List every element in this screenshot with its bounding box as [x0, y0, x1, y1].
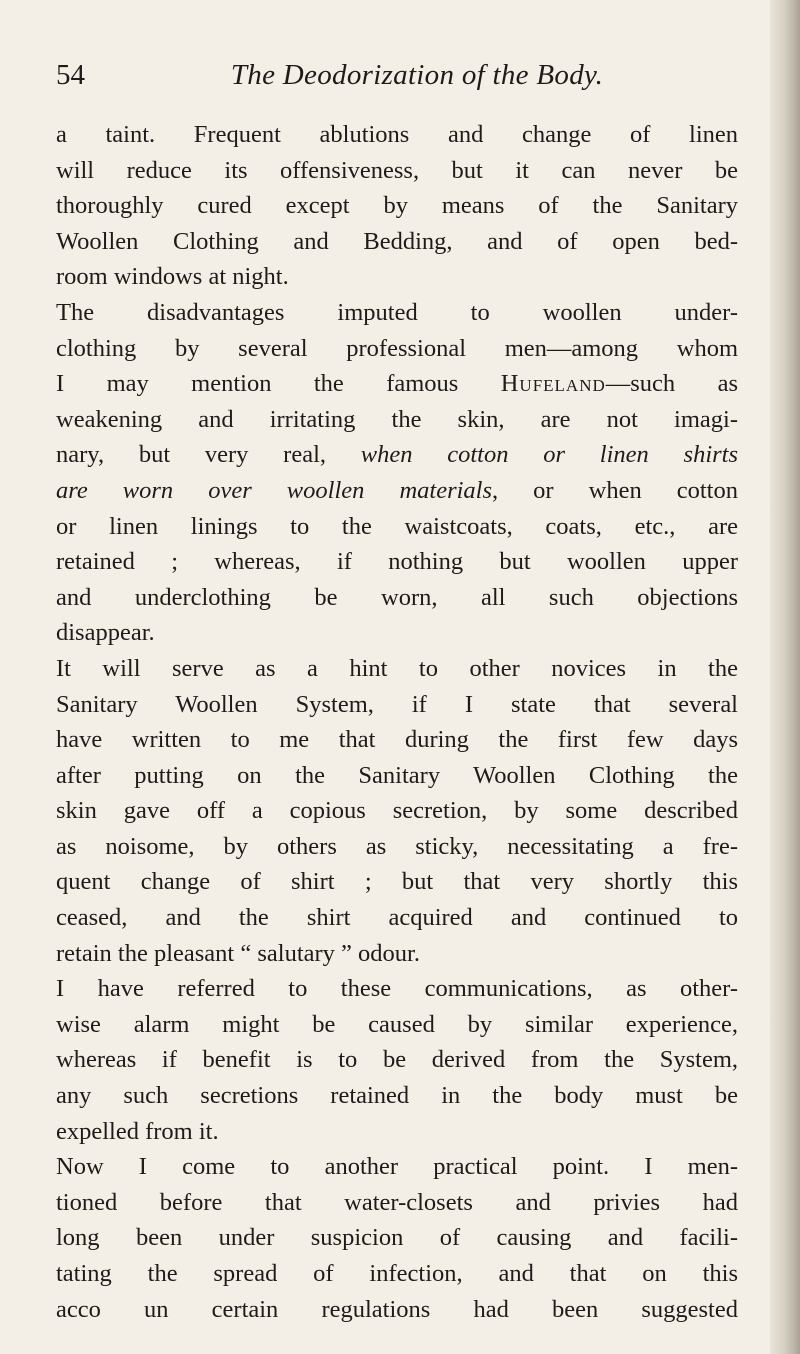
text-line: any such secretions retained in the body must be — [56, 1082, 738, 1110]
text-line: Sanitary Woollen System, if I state that several — [56, 690, 738, 718]
body-text — [56, 117, 738, 1327]
text-line: tioned before that water-closets and privies had — [56, 1188, 738, 1216]
text-line: quent change of shirt ; but that very shortly this — [56, 868, 738, 896]
italic-phrase: are worn over woollen materials — [56, 476, 492, 504]
text-line: after putting on the Sanitary Woollen Clothing the — [56, 761, 738, 789]
text-line: acco un certain regulations had been suggested — [56, 1295, 738, 1323]
text-line: long been under suspicion of causing and facili- — [56, 1224, 738, 1252]
text-line: It will serve as a hint to other novices in the — [56, 654, 738, 682]
text-line: a taint. Frequent ablutions and change of linen — [56, 121, 738, 148]
text-line: retain the pleasant “ salutary ” odour. — [56, 939, 420, 967]
page-edge-shadow — [770, 0, 800, 1354]
text-line: wise alarm might be caused by similar experience, — [56, 1010, 738, 1038]
text-line: Woollen Clothing and Bedding, and of open bed- — [56, 227, 738, 255]
text-line: ceased, and the shirt acquired and continued to — [56, 904, 738, 932]
text-line: will reduce its offensiveness, but it can never be — [56, 156, 738, 184]
text-line: have written to me that during the first few days — [56, 726, 738, 754]
text-line: as noisome, by others as sticky, necessitating a fre- — [56, 832, 738, 860]
text-line — [56, 366, 738, 402]
text-line: weakening and irritating the skin, are not imagi- — [56, 405, 738, 433]
text-line: skin gave off a copious secretion, by some described — [56, 797, 738, 825]
text-line: thoroughly cured except by means of the Sanitary — [56, 192, 738, 220]
text-line: disappear. — [56, 619, 155, 647]
page-header — [56, 58, 738, 98]
running-title: The Deodorization of the Body. — [230, 59, 604, 91]
text-line: whereas if benefit is to be derived from the System, — [56, 1046, 738, 1074]
text-line: room windows at night. — [56, 263, 289, 291]
text-line: expelled from it. — [56, 1117, 219, 1145]
text-line: I have referred to these communications, as other- — [56, 975, 738, 1003]
proper-name: Hufeland — [500, 370, 606, 398]
text-segment: , or when cotton — [492, 476, 738, 504]
text-line: retained ; whereas, if nothing but woollen upper — [56, 548, 738, 576]
text-line: Now I come to another practical point. I men- — [56, 1153, 738, 1181]
italic-phrase: when cotton or linen shirts — [360, 441, 738, 469]
text-line: and underclothing be worn, all such objections — [56, 583, 738, 611]
page-number: 54 — [56, 59, 85, 91]
text-line: The disadvantages imputed to woollen under- — [56, 298, 738, 326]
text-segment: nary, but very real, — [56, 441, 361, 469]
text-segment: —such as — [605, 370, 738, 398]
text-line: or linen linings to the waistcoats, coats, etc., are — [56, 512, 738, 540]
text-segment: I may mention the famous — [56, 370, 501, 398]
text-line: tating the spread of infection, and that on this — [56, 1260, 738, 1287]
text-line — [56, 437, 738, 473]
text-line: clothing by several professional men—among whom — [56, 334, 738, 362]
text-line — [56, 473, 738, 509]
